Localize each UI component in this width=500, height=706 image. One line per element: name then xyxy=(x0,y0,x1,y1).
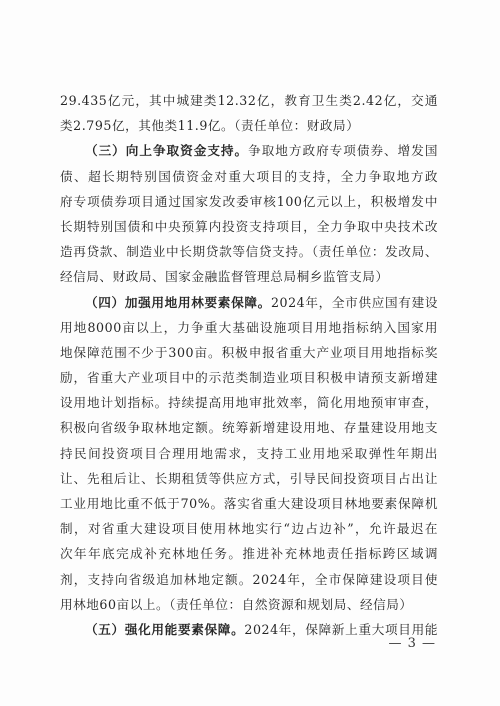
text-line: 用地8000亩以上，力争重大基础设施项目用地指标纳入国家用 xyxy=(60,319,438,335)
text-line: 励，省重大产业项目中的示范类制造业项目积极申请预支新增建 xyxy=(60,370,438,386)
text-line: 长期特别国债和中央预算内投资支持项目，全力争取中央技术改 xyxy=(60,218,438,234)
paragraph-start-line xyxy=(60,290,438,315)
text-span: 2024年，全市供应国有建设 xyxy=(270,294,438,310)
text-line: 经信局、财政局、国家金融监督管理总局桐乡监管支局） xyxy=(60,269,389,285)
section-heading-3: （三）向上争取资金支持。 xyxy=(85,143,249,159)
text-line: 府专项债券项目通过国家发改委审核100亿元以上，积极增发中 xyxy=(60,193,438,209)
text-line: 设用地计划指标。持续提高用地审批效率，简化用地预审审查， xyxy=(60,395,438,411)
text-line: 29.435亿元，其中城建类12.32亿，教育卫生类2.42亿，交通 xyxy=(60,93,438,108)
text-line: 类2.795亿，其他类11.9亿。（责任单位：财政局） xyxy=(60,118,360,134)
text-line: 工业用地比重不低于70%。落实省重大建设项目林地要素保障机 xyxy=(60,496,438,511)
text-line: 地保障范围不少于300亩。积极申报省重大产业项目用地指标奖 xyxy=(60,344,438,360)
section-heading-5: （五）强化用能要素保障。 xyxy=(85,621,245,637)
paragraph-start-line xyxy=(60,617,438,642)
paragraph-start-line xyxy=(60,138,438,163)
page-number: — 3 — xyxy=(388,636,436,651)
text-line: 积极向省级争取林地定额。统筹新增建设用地、存量建设用地支 xyxy=(60,420,438,436)
section-heading-4: （四）加强用地用林要素保障。 xyxy=(85,294,271,310)
text-line: 次年年底完成补充林地任务。推进补充林地责任指标跨区域调 xyxy=(60,546,438,562)
text-line: 持民间投资项目合理用地需求，支持工业用地采取弹性年期出 xyxy=(60,445,438,461)
text-line: 债、超长期特别国债资金对重大项目的支持，全力争取地方政 xyxy=(60,168,438,184)
text-line: 剂，支持向省级追加林地定额。2024年，全市保障建设项目使 xyxy=(60,571,438,587)
text-line: 用林地60亩以上。（责任单位：自然资源和规划局、经信局） xyxy=(60,596,413,612)
document-body xyxy=(60,88,438,642)
text-span: 2024年，保障新上重大项目用能 xyxy=(244,621,438,637)
text-line: 让、先租后让、长期租赁等供应方式，引导民间投资项目占出让 xyxy=(60,470,438,486)
text-line: 制，对省重大建设项目使用林地实行“边占边补”，允许最迟在 xyxy=(60,521,438,537)
text-line: 造再贷款、制造业中长期贷款等信贷支持。（责任单位：发改局、 xyxy=(60,244,438,260)
text-span: 争取地方政府专项债券、增发国 xyxy=(248,143,438,159)
